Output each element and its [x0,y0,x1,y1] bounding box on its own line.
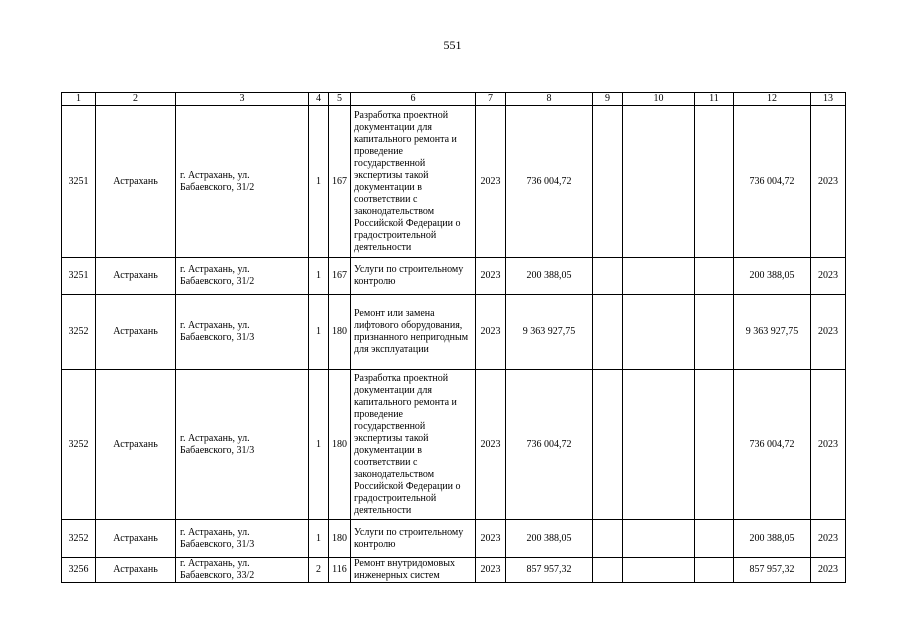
cell-col4: 1 [309,370,329,520]
table-row [62,106,846,258]
cell-work-type: Ремонт или замена лифтового оборудования, признанного непригодным для эксплуатации [351,295,476,370]
cell-year-end: 2023 [811,106,846,258]
cell-col10 [623,520,695,558]
capital-repair-table [61,92,846,583]
cell-col4: 1 [309,106,329,258]
header-row [62,93,846,106]
column-header: 12 [734,93,811,106]
cell-col9 [593,520,623,558]
cell-year-end: 2023 [811,558,846,583]
cell-col11 [695,520,734,558]
cell-number: 3256 [62,558,96,583]
cell-amount-total: 857 957,32 [734,558,811,583]
cell-amount: 200 388,05 [506,520,593,558]
cell-year: 2023 [476,295,506,370]
cell-col9 [593,258,623,295]
cell-city: Астрахань [96,558,176,583]
cell-work-type: Разработка проектной документации для капитального ремонта и проведение государственной экспертизы такой документации в соответствии с законодательством Российской Федерации о градостроительной деятельности [351,370,476,520]
cell-year: 2023 [476,520,506,558]
column-header: 6 [351,93,476,106]
cell-col4: 2 [309,558,329,583]
cell-amount: 857 957,32 [506,558,593,583]
cell-address: г. Астрахань, ул. Бабаевского, 33/2 [176,558,309,583]
table-row [62,258,846,295]
cell-col5: 167 [329,106,351,258]
cell-col10 [623,258,695,295]
cell-col4: 1 [309,295,329,370]
column-header: 13 [811,93,846,106]
cell-number: 3252 [62,295,96,370]
cell-number: 3251 [62,106,96,258]
cell-col4: 1 [309,520,329,558]
column-header: 4 [309,93,329,106]
cell-amount-total: 200 388,05 [734,258,811,295]
cell-number: 3252 [62,370,96,520]
column-header: 3 [176,93,309,106]
cell-city: Астрахань [96,258,176,295]
cell-year: 2023 [476,258,506,295]
cell-address: г. Астрахань, ул. Бабаевского, 31/2 [176,258,309,295]
cell-number: 3251 [62,258,96,295]
table-row [62,520,846,558]
cell-col10 [623,106,695,258]
cell-year-end: 2023 [811,370,846,520]
cell-city: Астрахань [96,106,176,258]
column-header: 10 [623,93,695,106]
cell-work-type: Ремонт внутридомовых инженерных систем [351,558,476,583]
column-header: 11 [695,93,734,106]
cell-col9 [593,106,623,258]
cell-amount-total: 200 388,05 [734,520,811,558]
cell-work-type: Услуги по строительному контролю [351,520,476,558]
cell-col9 [593,295,623,370]
cell-col11 [695,106,734,258]
column-header: 9 [593,93,623,106]
cell-amount-total: 736 004,72 [734,106,811,258]
cell-col11 [695,258,734,295]
cell-col10 [623,370,695,520]
cell-amount: 736 004,72 [506,106,593,258]
cell-address: г. Астрахань, ул. Бабаевского, 31/3 [176,520,309,558]
column-header: 7 [476,93,506,106]
page-number: 551 [443,38,462,52]
table-row [62,370,846,520]
cell-col11 [695,558,734,583]
cell-col5: 116 [329,558,351,583]
cell-col5: 167 [329,258,351,295]
column-header: 8 [506,93,593,106]
cell-col11 [695,295,734,370]
cell-year: 2023 [476,106,506,258]
cell-amount: 200 388,05 [506,258,593,295]
cell-col9 [593,370,623,520]
column-header: 1 [62,93,96,106]
cell-year-end: 2023 [811,258,846,295]
cell-number: 3252 [62,520,96,558]
cell-year-end: 2023 [811,295,846,370]
cell-col5: 180 [329,295,351,370]
cell-amount: 736 004,72 [506,370,593,520]
cell-amount-total: 736 004,72 [734,370,811,520]
cell-year-end: 2023 [811,520,846,558]
cell-col4: 1 [309,258,329,295]
cell-amount: 9 363 927,75 [506,295,593,370]
column-header: 2 [96,93,176,106]
cell-col5: 180 [329,370,351,520]
cell-address: г. Астрахань, ул. Бабаевского, 31/2 [176,106,309,258]
cell-year: 2023 [476,558,506,583]
cell-col10 [623,295,695,370]
cell-address: г. Астрахань, ул. Бабаевского, 31/3 [176,370,309,520]
cell-col5: 180 [329,520,351,558]
cell-address: г. Астрахань, ул. Бабаевского, 31/3 [176,295,309,370]
table-row [62,558,846,583]
cell-col10 [623,558,695,583]
cell-city: Астрахань [96,520,176,558]
cell-col9 [593,558,623,583]
cell-city: Астрахань [96,295,176,370]
cell-work-type: Услуги по строительному контролю [351,258,476,295]
cell-work-type: Разработка проектной документации для капитального ремонта и проведение государственной экспертизы такой документации в соответствии с законодательством Российской Федерации о градостроительной деятельности [351,106,476,258]
table-row [62,295,846,370]
cell-amount-total: 9 363 927,75 [734,295,811,370]
cell-city: Астрахань [96,370,176,520]
cell-year: 2023 [476,370,506,520]
cell-col11 [695,370,734,520]
column-header: 5 [329,93,351,106]
